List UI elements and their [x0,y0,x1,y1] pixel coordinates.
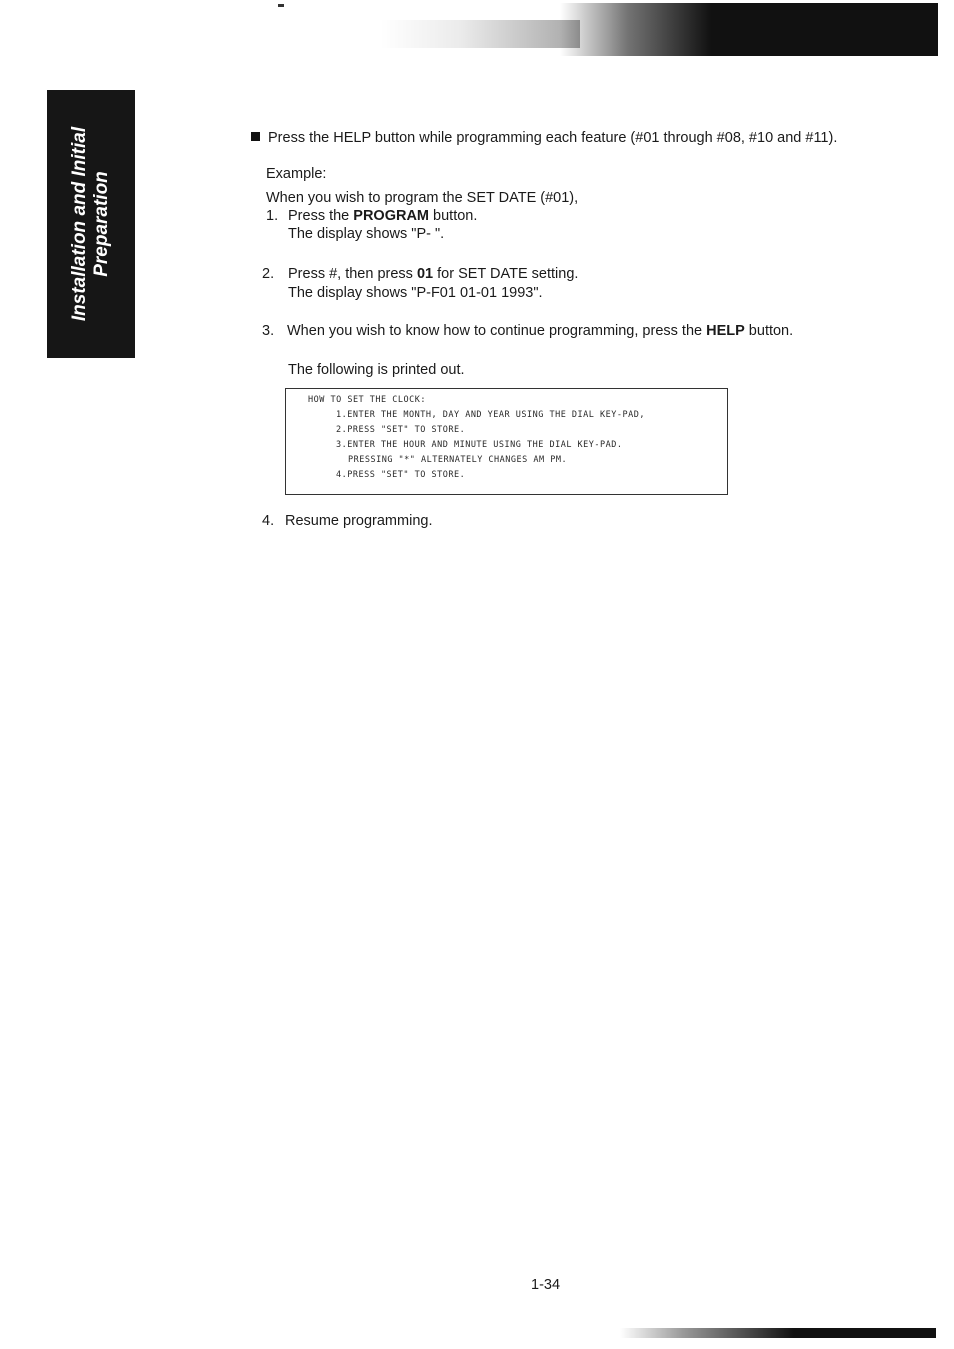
step-number: 1. [266,208,279,224]
step-number: 3. [262,323,275,339]
printout-box [285,388,728,495]
page-number: 1-34 [531,1277,561,1293]
printout-line: HOW TO SET THE CLOCK: [308,395,426,405]
printout-line: 3.ENTER THE HOUR AND MINUTE USING THE DIAL KEY-PAD. [336,440,623,450]
step-subtext: The following is printed out. [288,362,465,378]
step-number: 4. [262,513,275,529]
intro-text: Press the HELP button while programming each feature (#01 through #08, #10 and #11). [268,130,838,146]
bullet-square-icon [251,132,260,141]
printout-line: PRESSING "*" ALTERNATELY CHANGES AM PM. [348,455,568,465]
example-context: When you wish to program the SET DATE (#01), [266,190,579,206]
section-tab-label [69,127,113,321]
step-text: Press #, then press 01 for SET DATE setting. [288,266,579,282]
step-text: When you wish to know how to continue programming, press the HELP button. [287,323,794,339]
step-number: 2. [262,266,275,282]
printout-line: 1.ENTER THE MONTH, DAY AND YEAR USING THE DIAL KEY-PAD, [336,410,645,420]
step-text: Resume programming. [285,513,433,529]
scan-speckle [380,20,580,48]
step-text: Press the PROGRAM button. [288,208,478,224]
printout-line: 2.PRESS "SET" TO STORE. [336,425,466,435]
example-label: Example: [266,166,327,182]
header-band [560,3,938,56]
step-subtext: The display shows "P-F01 01-01 1993". [288,285,543,301]
step-subtext: The display shows "P- ". [288,226,445,242]
section-tab-line-1: Installation and Initial [69,126,90,322]
section-tab [47,90,135,358]
printout-line: 4.PRESS "SET" TO STORE. [336,470,466,480]
scan-mark [278,4,284,7]
footer-band [620,1328,936,1338]
section-tab-line-2: Preparation [91,171,112,277]
